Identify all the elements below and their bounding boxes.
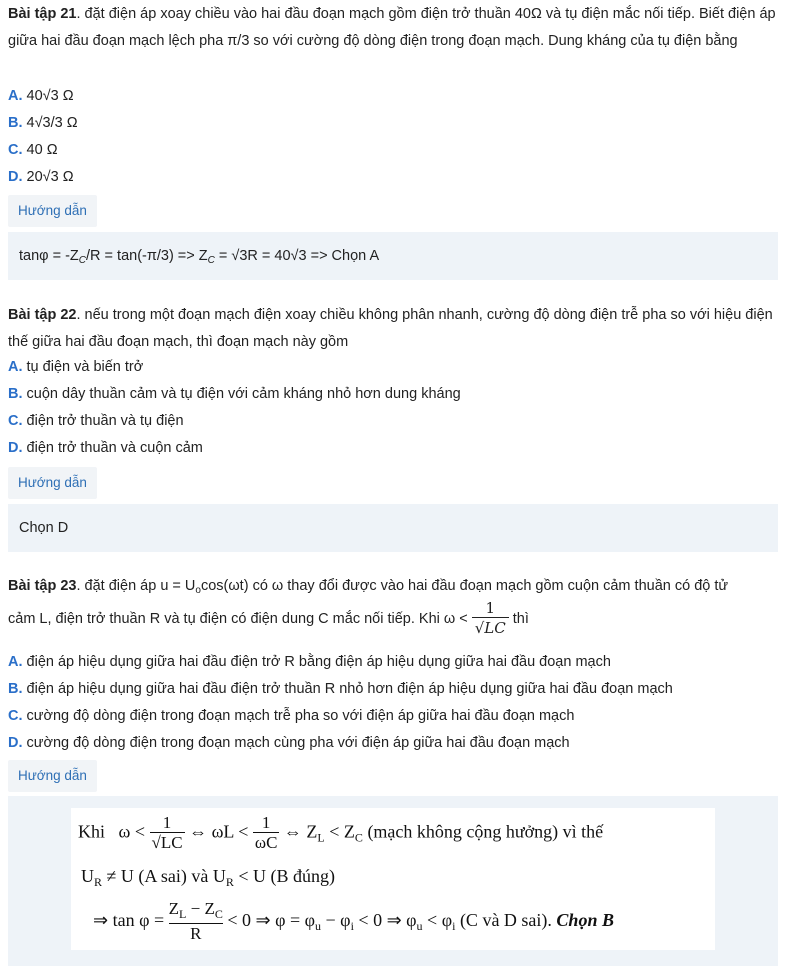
question-23-line-2: cảm L, điện trở thuần R và tụ điện có điện dung C mắc nối tiếp. Khi ω < $\frac{1}{√LC}$ thì (8, 599, 529, 637)
option-22-d: D. điện trở thuần và cuộn cảm (8, 440, 203, 456)
solution-box-21 (8, 232, 778, 280)
question-21-label: Bài tập 21 (8, 6, 77, 22)
solution-box-22 (8, 504, 778, 552)
option-22-a: A. tụ điện và biến trở (8, 359, 144, 375)
option-23-a: A. điện áp hiệu dụng giữa hai đầu điện trở R bằng điện áp hiệu dụng giữa hai đầu đoạn mạch (8, 654, 611, 670)
solution-math-image-23 (71, 808, 715, 950)
hint-button-23[interactable]: Hướng dẫn (8, 760, 97, 792)
question-21 (8, 1, 786, 55)
solution-text-21: $\tan\varphi = -Z_C/R = \tan(-\pi/3) => Z_C = √3R = 40√3$ => Chọn A (19, 248, 380, 266)
option-21-c: C. 40 Ω (8, 142, 58, 158)
option-23-b: B. điện áp hiệu dụng giữa hai đầu điện trở thuần R nhỏ hơn điện áp hiệu dụng giữa hai đầu đoạn mạch (8, 681, 673, 697)
hint-button-21[interactable]: Hướng dẫn (8, 195, 97, 227)
solution-text-22: Chọn D (19, 520, 69, 536)
question-23-label: Bài tập 23 (8, 578, 77, 594)
math-line-3: ⇒ tan φ = $\frac{Z_L - Z_C}{R}$ < 0 ⇒ $\varphi = \varphi_u - \varphi_i < 0$ ⇒ $\varphi_u < \varphi_i$ (C và D sai). Chọn B (93, 899, 614, 943)
option-21-b: B. 4√3/3 Ω (8, 115, 78, 131)
question-22-label: Bài tập 22 (8, 307, 77, 323)
hint-button-22[interactable]: Hướng dẫn (8, 467, 97, 499)
option-23-d: D. cường độ dòng điện trong đoạn mạch cùng pha với điện áp giữa hai đầu đoạn mạch (8, 735, 570, 751)
option-22-b: B. cuộn dây thuần cảm và tụ điện với cảm kháng nhỏ hơn dung kháng (8, 386, 461, 402)
option-22-c: C. điện trở thuần và tụ điện (8, 413, 184, 429)
option-23-c: C. cường độ dòng điện trong đoạn mạch trễ pha so với điện áp giữa hai đầu đoạn mạch (8, 708, 575, 724)
fraction-1-over-sqrt-lc: $\frac{1}{√LC}$ (472, 600, 509, 638)
option-21-d: D. 20√3 Ω (8, 169, 74, 185)
question-22-text: . nếu trong một đoạn mạch điện xoay chiều không phân nhanh, cường độ dòng điện trễ pha so với hiệu điện thế giữa hai đầu đoạn mạch, thì đoạn mạch này gồm (8, 307, 773, 350)
question-22 (8, 302, 786, 356)
question-21-text: . đặt điện áp xoay chiều vào hai đầu đoạn mạch gồm điện trở thuần 40Ω và tụ điện mắc nối tiếp. Biết điện áp giữa hai đầu đoạn mạch lệch pha π/3 so với cường độ dòng điện trong đoạn mạch. Dung kháng của tụ điện bằng (8, 6, 776, 49)
question-23-line-1: Bài tập 23. đặt điện áp $u = U_o\cos(\omega t)$ có ω thay đổi được vào hai đầu đoạn mạch gồm cuộn cảm thuần có độ tử (8, 578, 729, 596)
math-line-2: $U_R \ne U$ (A sai) và $U_R < U$ (B đúng) (81, 866, 336, 889)
math-line-1: Khi ω < $\frac{1}{√LC}$ ⇔ ωL < $\frac{1}{\omega C}$ ⇔ $Z_L < Z_C$ (mạch không cộng hưởng) vì thế (78, 813, 604, 852)
option-21-a: A. 40√3 Ω (8, 88, 74, 104)
